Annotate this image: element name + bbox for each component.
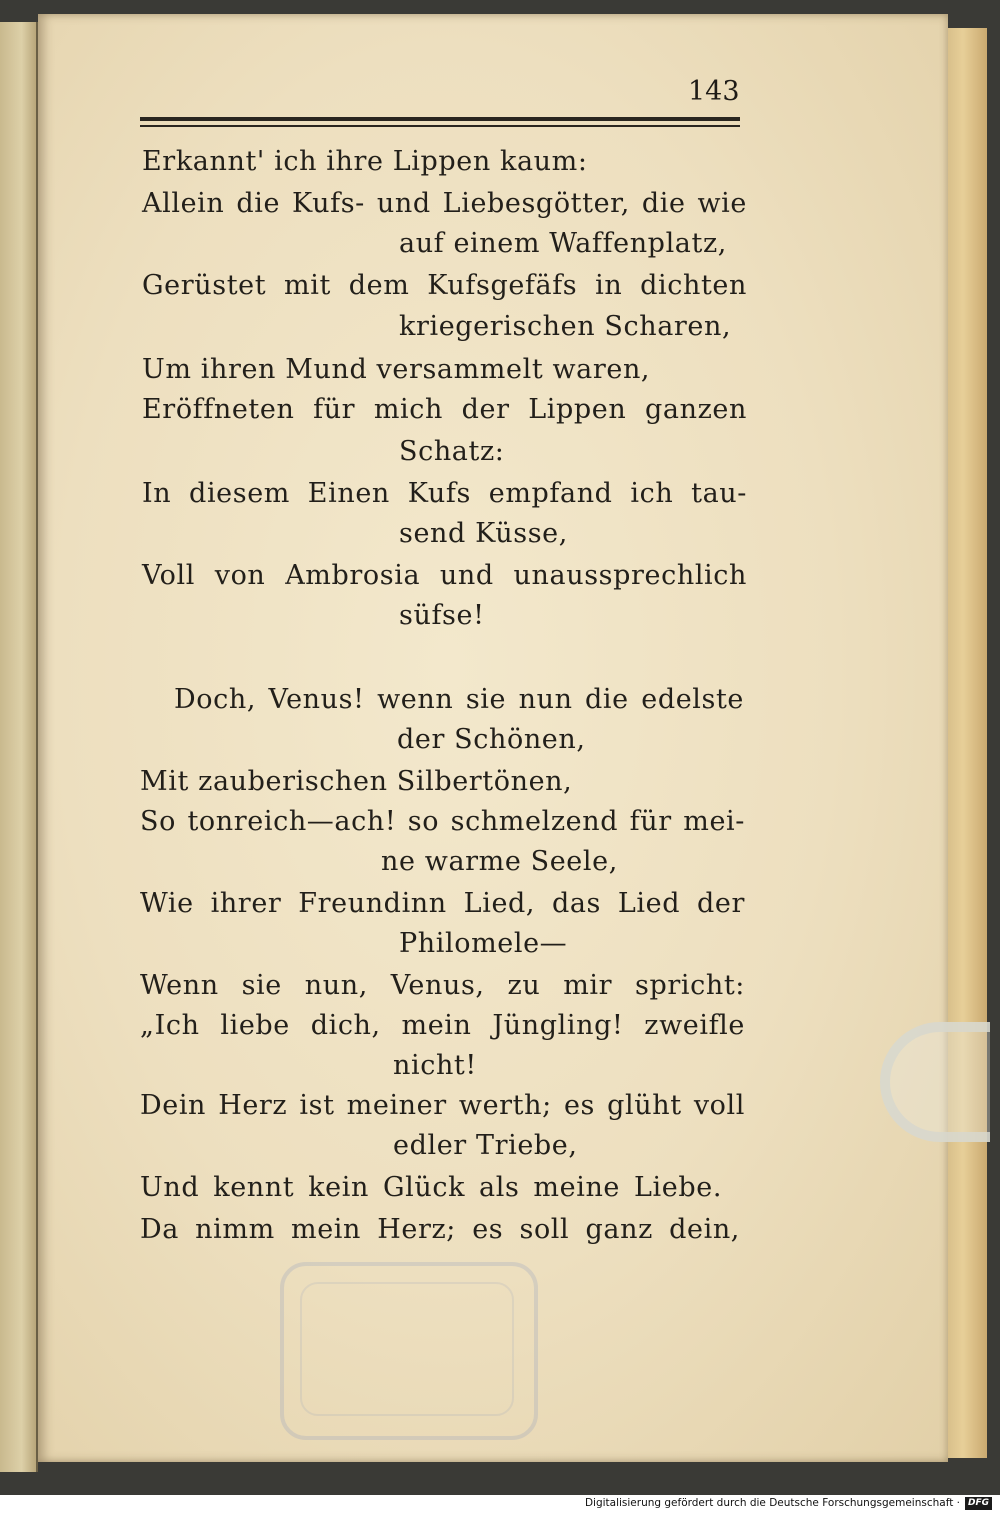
left-facing-page-edge [0,22,38,1472]
poem-line: süfse! [399,600,485,631]
poem-line: send Küsse, [399,518,568,549]
page-block-edge [946,28,987,1458]
poem-line: Doch, Venus! wenn sie nun die edelste [174,684,744,715]
poem-line: ne warme Seele, [381,846,618,877]
poem-line: edler Triebe, [393,1130,578,1161]
scanner-clip [880,1022,990,1142]
poem-line: Wie ihrer Freundinn Lied, das Lied der [140,888,745,919]
poem-line: Da nimm mein Herz; es soll ganz dein, [140,1214,740,1245]
poem-line: Allein die Kufs- und Liebesgötter, die wie [142,188,747,219]
page-number: 143 [688,76,740,107]
poem-line: Eröffneten für mich der Lippen ganzen [142,394,747,425]
poem-line: Mit zauberischen Silbertönen, [140,766,573,797]
poem-line: Erkannt' ich ihre Lippen kaum: [142,146,588,177]
poem-line: Um ihren Mund versammelt waren, [142,354,651,385]
poem-line: der Schönen, [397,724,586,755]
poem-line: Und kennt kein Glück als meine Liebe. [140,1172,722,1203]
header-rule [140,117,740,121]
header-rule-thin [140,125,740,127]
poem-line: Wenn sie nun, Venus, zu mir spricht: [140,970,745,1001]
dfg-logo: DFG [965,1497,992,1510]
poem-line: Philomele— [399,928,568,959]
poem-line: kriegerischen Scharen, [399,311,732,342]
digitization-credit: Digitalisierung gefördert durch die Deutsche Forschungsgemeinschaft · [584,1497,960,1509]
poem-line: So tonreich—ach! so schmelzend für mei- [140,806,745,837]
poem-line: Gerüstet mit dem Kufsgefäfs in dichten [142,270,747,301]
poem-line: Voll von Ambrosia und unaussprechlich [142,560,747,591]
poem-line: auf einem Waffenplatz, [399,228,727,259]
poem-line: Dein Herz ist meiner werth; es glüht voll [140,1090,745,1121]
poem-line: „Ich liebe dich, mein Jüngling! zweifle [140,1010,745,1041]
library-stamp-inner [300,1282,514,1416]
poem-line: nicht! [393,1050,477,1081]
poem-line: In diesem Einen Kufs empfand ich tau- [142,478,747,509]
poem-line: Schatz: [399,436,505,467]
